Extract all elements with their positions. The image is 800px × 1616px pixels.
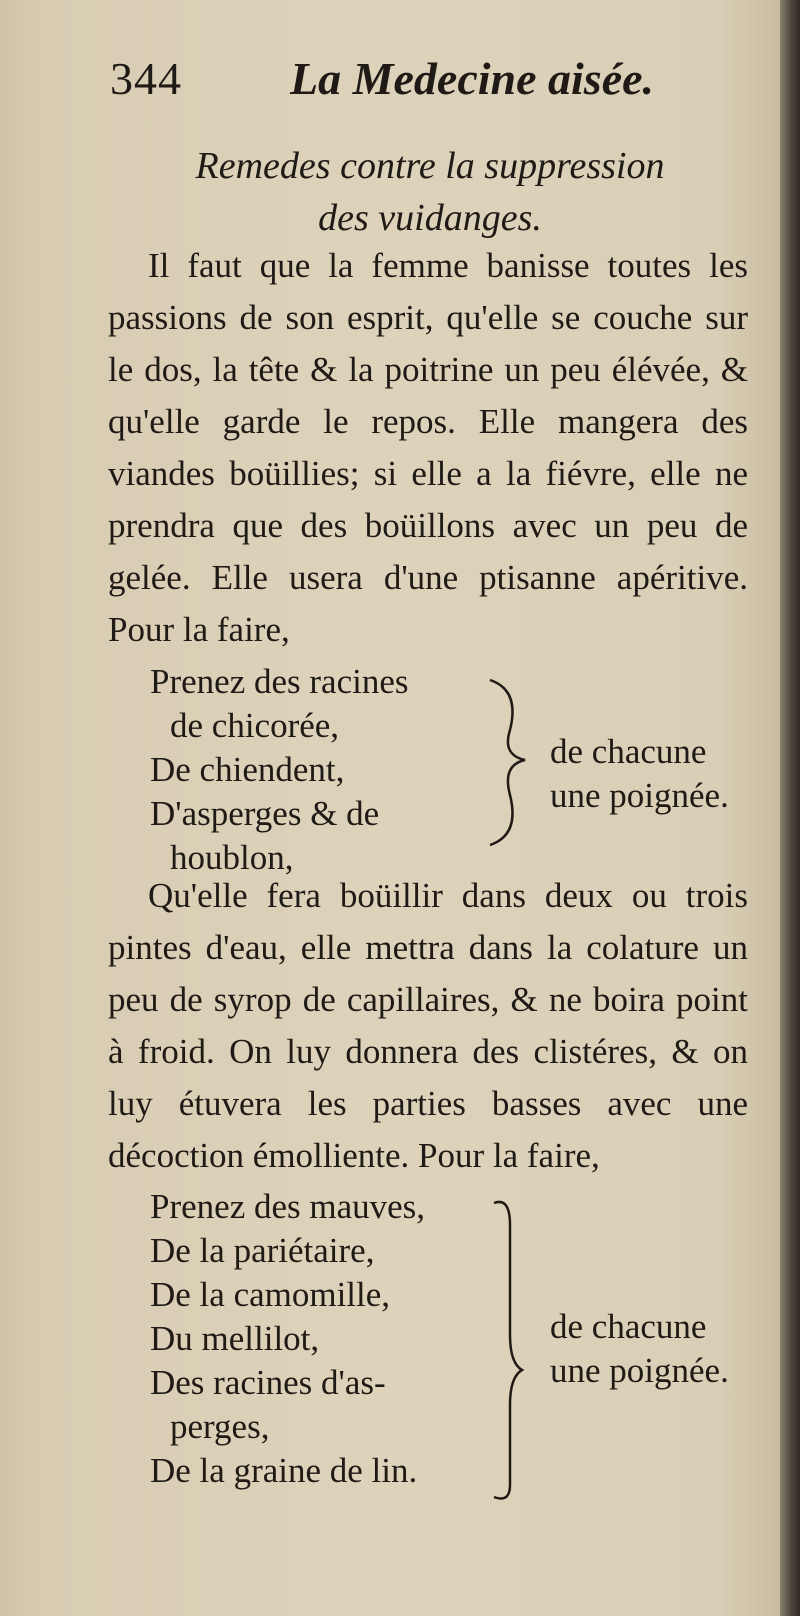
recipe-2-item-1: Prenez des mauves, — [150, 1187, 426, 1226]
recipe-2-item-4: Du mellilot, — [150, 1319, 320, 1358]
recipe-2-quantity-line-2: une poignée. — [550, 1351, 729, 1390]
recipe-1-item-3: De chiendent, — [150, 750, 345, 789]
recipe-1-item-4: D'asperges & de — [150, 794, 380, 833]
page-edge — [780, 0, 800, 1616]
section-title-line-2: des vuidanges. — [318, 197, 542, 239]
recipe-1-item-1: Prenez des racines — [150, 662, 409, 701]
paragraph-2: Qu'elle fera boüillir dans deux ou trois pintes d'eau, elle mettra dans la colature un peu de syrop de capillaires, & ne boira point à froid. On luy donnera des clistéres, & on luy étuvera les parties basses avec une décoction émolliente. Pour la faire, — [108, 876, 748, 1175]
running-head: La Medecine aisée. — [290, 53, 655, 104]
section-title — [110, 140, 750, 244]
recipe-2-item-2: De la pariétaire, — [150, 1231, 375, 1270]
recipe-1-quantity-line-1: de chacune — [550, 732, 707, 771]
recipe-2-quantity — [550, 1305, 729, 1393]
recipe-2-item-6: perges, — [170, 1407, 270, 1446]
recipe-2 — [150, 1185, 750, 1493]
recipe-2-item-3: De la camomille, — [150, 1275, 391, 1314]
page-number: 344 — [110, 53, 182, 104]
recipe-2-item-5: Des racines d'as- — [150, 1363, 386, 1402]
recipe-1-quantity — [550, 730, 729, 818]
recipe-1-item-2: de chicorée, — [170, 706, 340, 745]
recipe-1-item-5: houblon, — [170, 838, 294, 877]
recipe-1-quantity-line-2: une poignée. — [550, 776, 729, 815]
brace-icon — [490, 1185, 550, 1505]
page-header — [110, 52, 750, 112]
brace-icon — [480, 660, 540, 860]
section-title-line-1: Remedes contre la suppression — [195, 145, 665, 187]
recipe-2-quantity-line-1: de chacune — [550, 1307, 707, 1346]
paragraph-1: Il faut que la femme banisse toutes les passions de son esprit, qu'elle se couche sur le dos, la tête & la poitrine un peu élévée, & qu'elle garde le repos. Elle mangera des viandes boüillies; si elle a la fiévre, elle ne prendra que des boüillons avec un peu de gelée. Elle usera d'une ptisanne apéritive. Pour la faire, — [108, 246, 748, 649]
recipe-1 — [150, 660, 750, 880]
recipe-2-item-7: De la graine de lin. — [150, 1451, 418, 1490]
